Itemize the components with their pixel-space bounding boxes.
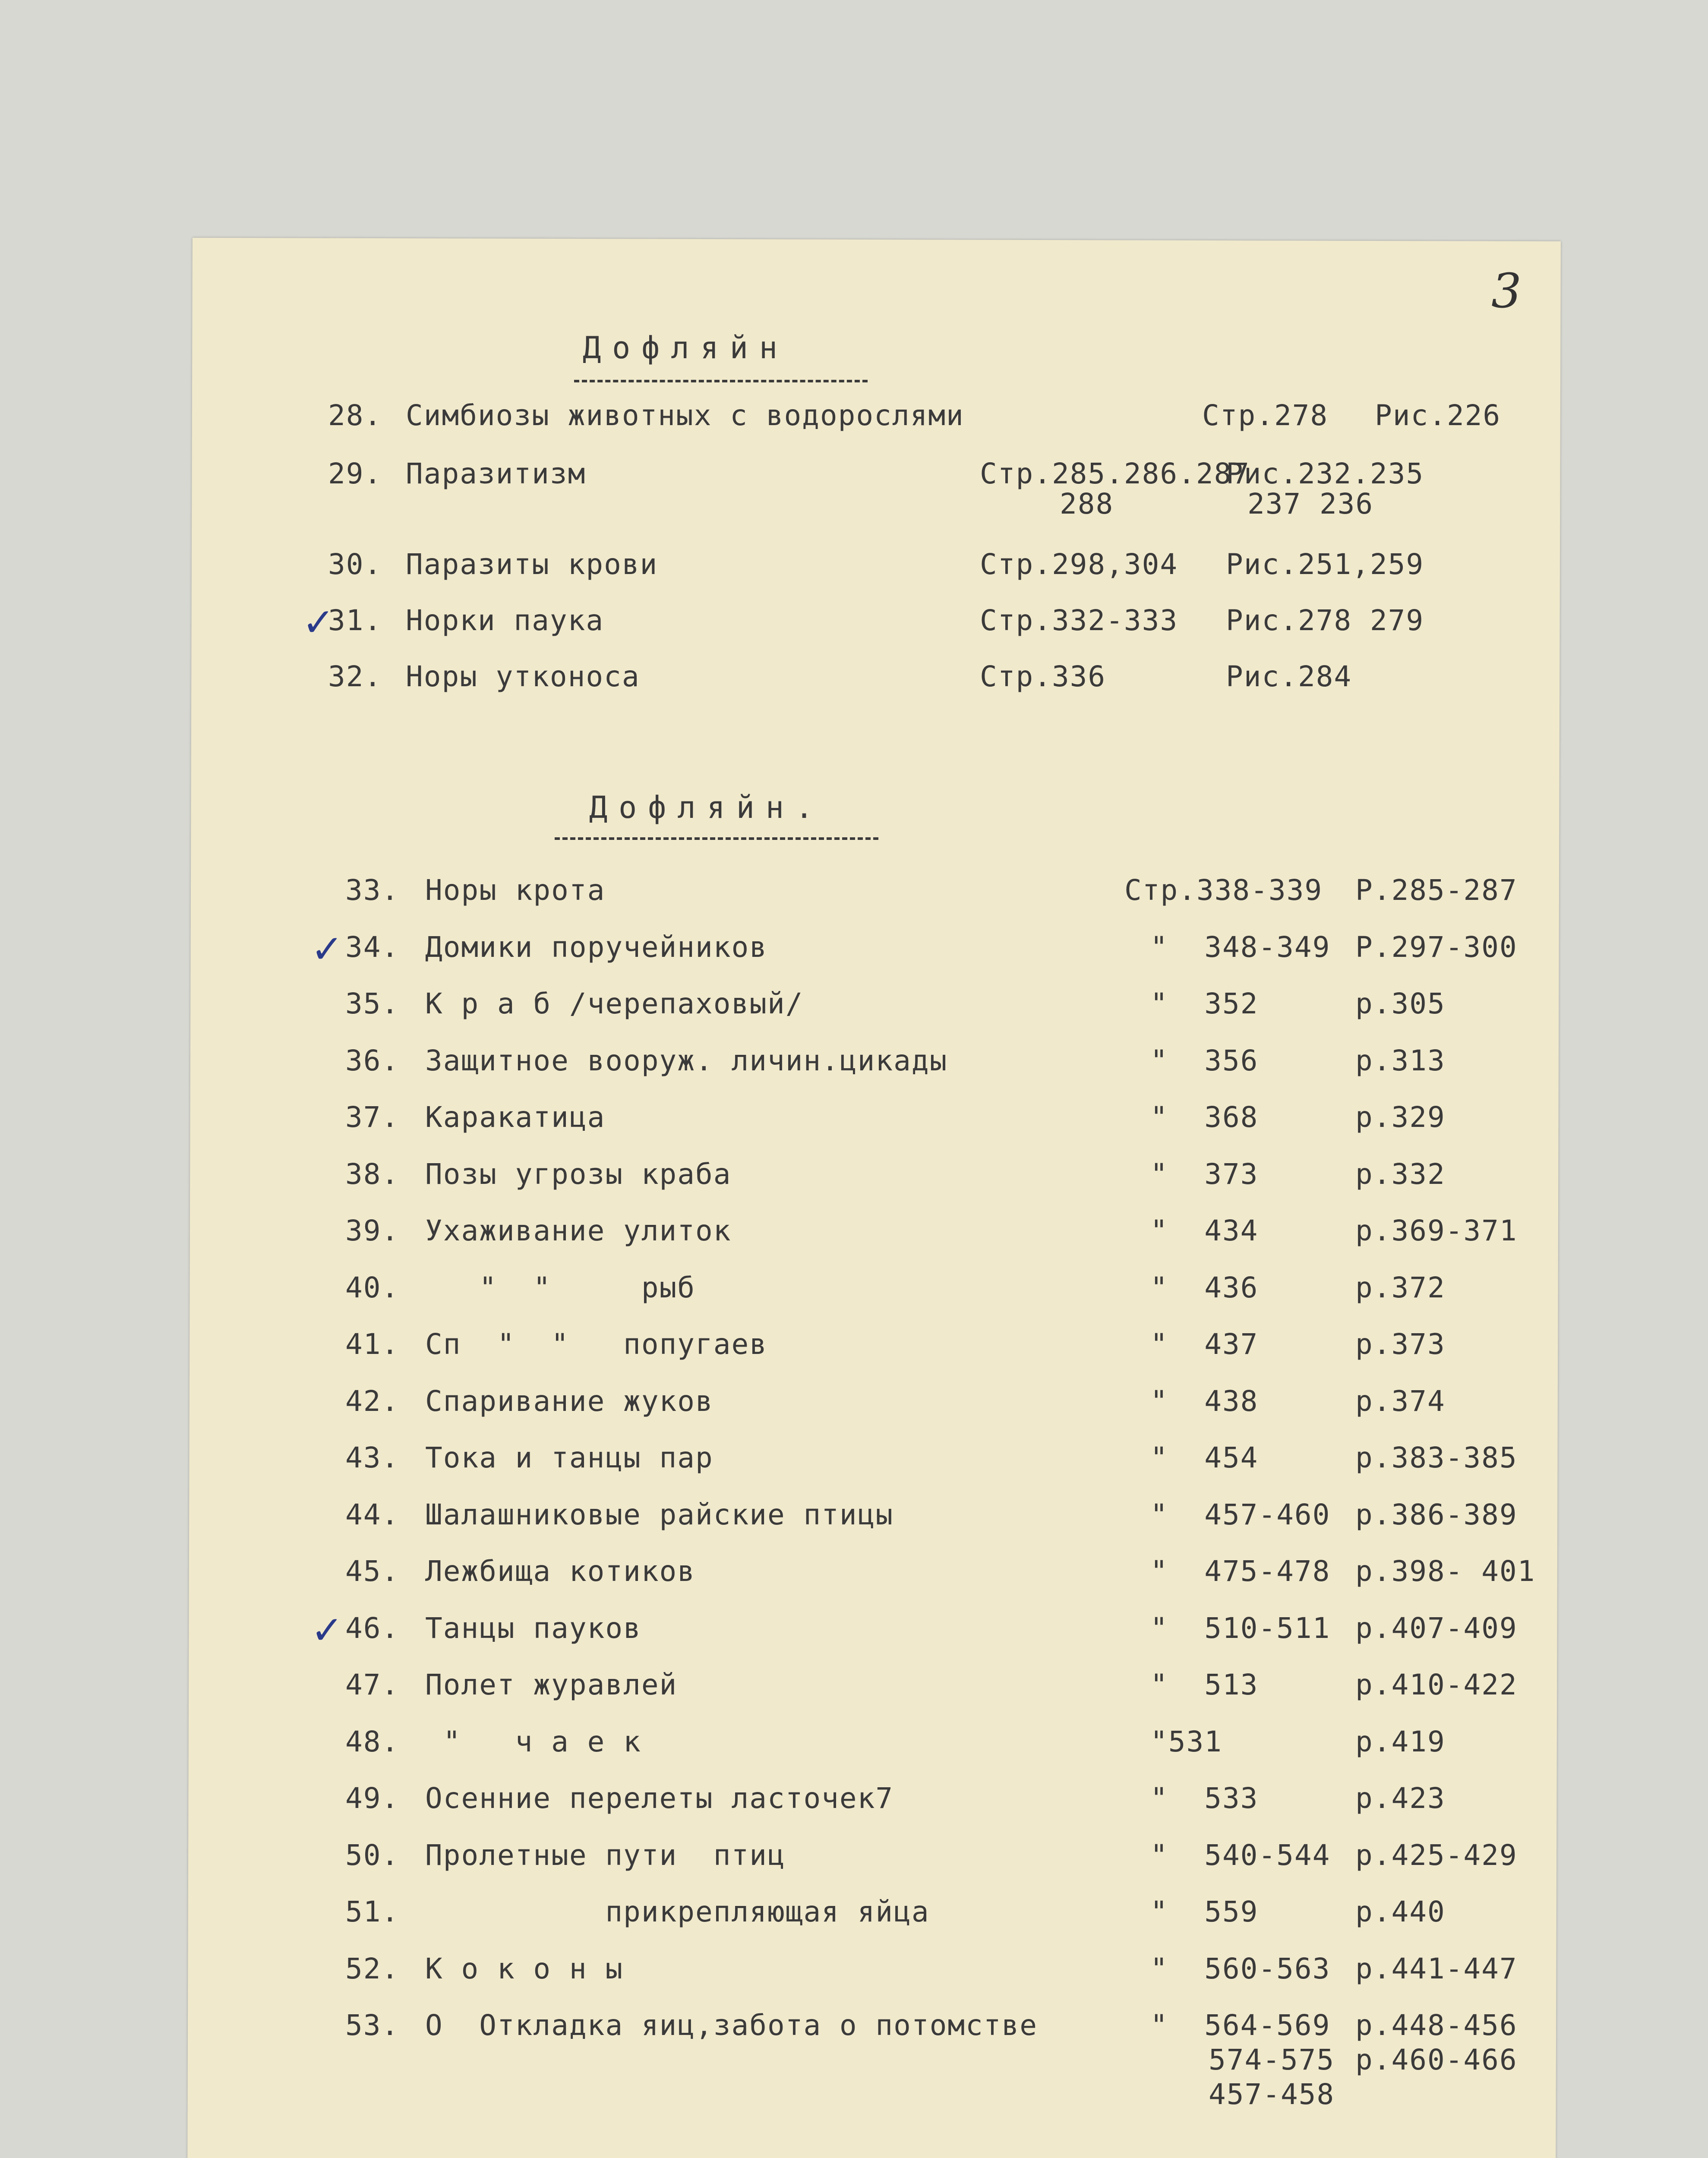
entry-pages: " 438 [1150, 1385, 1259, 1418]
entry-pages: Стр.338-339 [1124, 874, 1323, 907]
entry-title: Шалашниковые райские птицы [425, 1498, 894, 1531]
entry-number: 41. [345, 1328, 400, 1361]
check-mark: ✓ [311, 1608, 344, 1653]
entry-title: прикрепляющая яйца [425, 1895, 930, 1928]
entry-figures: Рис.251,259 [1226, 548, 1424, 581]
entry-pages-continued: 574-575 [1209, 2043, 1335, 2076]
entry-figures: р.386-389 [1355, 1498, 1518, 1531]
entry-pages: " 560-563 [1150, 1952, 1331, 1985]
entry-pages: Стр.298,304 [980, 548, 1178, 581]
entry-number: 31. [328, 604, 382, 637]
entry-figures: р.448-456 [1355, 2009, 1518, 2042]
entry-number: 32. [328, 660, 382, 693]
entry-number: 47. [345, 1668, 400, 1701]
entry-title: Паразитизм [406, 457, 586, 490]
entry-pages: " 454 [1150, 1441, 1259, 1474]
entry-figures: р.419 [1355, 1725, 1446, 1758]
entry-pages: " 373 [1150, 1158, 1259, 1191]
entry-figures-continued: 237 236 [1247, 487, 1374, 521]
entry-figures: Рис.284 [1226, 660, 1352, 693]
entry-figures: р.374 [1355, 1385, 1446, 1418]
entry-title: Полет журавлей [425, 1668, 678, 1701]
entry-number: 44. [345, 1498, 400, 1531]
entry-title: " " рыб [425, 1271, 696, 1304]
entry-number: 50. [345, 1839, 400, 1872]
entry-title: Сп " " попугаев [425, 1328, 767, 1361]
entry-pages-continued: 288 [1060, 487, 1114, 521]
entry-number: 52. [345, 1952, 400, 1985]
entry-number: 39. [345, 1214, 400, 1247]
entry-figures: р.313 [1355, 1044, 1446, 1077]
entry-pages: " 564-569 [1150, 2009, 1331, 2042]
entry-number: 36. [345, 1044, 400, 1077]
entry-number: 38. [345, 1158, 400, 1191]
entry-pages: Стр.336 [980, 660, 1106, 693]
entry-figures: р.398- 401 [1355, 1555, 1536, 1588]
entry-pages: " 356 [1150, 1044, 1259, 1077]
entry-title: Осенние перелеты ласточек7 [425, 1782, 894, 1815]
entry-pages: " 510-511 [1150, 1612, 1331, 1645]
entry-pages: " 436 [1150, 1271, 1259, 1304]
entry-title: Норы крота [425, 874, 606, 907]
entry-pages: Стр.332-333 [980, 604, 1178, 637]
entry-figures: р.440 [1355, 1895, 1446, 1928]
entry-title: Ухаживание улиток [425, 1214, 732, 1247]
entry-pages: " 437 [1150, 1328, 1259, 1361]
entry-number: 33. [345, 874, 400, 907]
entry-title: Каракатица [425, 1101, 606, 1134]
entry-figures: р.332 [1355, 1158, 1446, 1191]
check-mark: ✓ [311, 927, 344, 972]
entry-number: 28. [328, 399, 382, 432]
entry-number: 37. [345, 1101, 400, 1134]
entry-pages: " 348-349 [1150, 931, 1331, 964]
entry-pages: " 533 [1150, 1782, 1259, 1815]
entry-title: Лежбища котиков [425, 1555, 696, 1588]
entry-title: Спаривание жуков [425, 1385, 714, 1418]
entry-title: Домики поручейников [425, 931, 767, 964]
entry-title: О Откладка яиц,забота о потомстве [425, 2009, 1038, 2042]
entry-pages: " 513 [1150, 1668, 1259, 1701]
entry-figures: р.373 [1355, 1328, 1446, 1361]
entry-number: 53. [345, 2009, 400, 2042]
entry-number: 45. [345, 1555, 400, 1588]
entry-title: Танцы пауков [425, 1612, 641, 1645]
entry-title: Паразиты крови [406, 548, 658, 581]
entry-title: К р а б /черепаховый/ [425, 987, 804, 1020]
entry-pages: " 457-460 [1150, 1498, 1331, 1531]
entry-figures: р.372 [1355, 1271, 1446, 1304]
entry-number: 35. [345, 987, 400, 1020]
entry-pages: " 352 [1150, 987, 1259, 1020]
entry-title: Симбиозы животных с водорослями [406, 399, 964, 432]
section-heading: Дофляйн [583, 330, 789, 366]
entry-figures: р.425-429 [1355, 1839, 1518, 1872]
check-mark: ✓ [302, 600, 335, 645]
entry-figures: р.369-371 [1355, 1214, 1518, 1247]
entry-pages: " 540-544 [1150, 1839, 1331, 1872]
entry-number: 51. [345, 1895, 400, 1928]
entry-number: 29. [328, 457, 382, 490]
entry-number: 42. [345, 1385, 400, 1418]
entry-figures: р.329 [1355, 1101, 1446, 1134]
entry-figures: р.441-447 [1355, 1952, 1518, 1985]
page-number: 3 [1491, 263, 1522, 319]
entry-pages: " 475-478 [1150, 1555, 1331, 1588]
entry-pages: " 434 [1150, 1214, 1259, 1247]
entry-title: К о к о н ы [425, 1952, 624, 1985]
entry-figures-continued: р.460-466 [1355, 2043, 1518, 2076]
entry-number: 34. [345, 931, 400, 964]
entry-number: 49. [345, 1782, 400, 1815]
entry-figures: Р.297-300 [1355, 931, 1518, 964]
entry-figures: Рис.226 [1375, 399, 1501, 432]
heading-underline [555, 837, 878, 840]
entry-number: 40. [345, 1271, 400, 1304]
entry-figures: р.407-409 [1355, 1612, 1518, 1645]
entry-pages: " 368 [1150, 1101, 1259, 1134]
heading-underline [574, 380, 868, 382]
entry-figures: р.383-385 [1355, 1441, 1518, 1474]
entry-pages: Стр.285.286.287 [980, 457, 1250, 490]
entry-number: 48. [345, 1725, 400, 1758]
entry-figures: Рис.232.235 [1226, 457, 1424, 490]
entry-figures: р.423 [1355, 1782, 1446, 1815]
entry-title: Норы утконоса [406, 660, 640, 693]
entry-title: Пролетные пути птиц [425, 1839, 786, 1872]
entry-title: Защитное воoруж. личин.цикады [425, 1044, 948, 1077]
entry-pages: "531 [1150, 1725, 1222, 1758]
section-heading: Дофляйн. [589, 790, 825, 825]
entry-figures: р.305 [1355, 987, 1446, 1020]
entry-title: Норки паука [406, 604, 604, 637]
entry-title: " ч а е к [425, 1725, 641, 1758]
entry-number: 43. [345, 1441, 400, 1474]
entry-pages: Стр.278 [1202, 399, 1329, 432]
entry-pages: " 559 [1150, 1895, 1259, 1928]
entry-pages-continued: 457-458 [1209, 2078, 1335, 2111]
entry-title: Позы угрозы краба [425, 1158, 732, 1191]
entry-number: 30. [328, 548, 382, 581]
entry-number: 46. [345, 1612, 400, 1645]
entry-figures: р.410-422 [1355, 1668, 1518, 1701]
entry-title: Тока и танцы пар [425, 1441, 714, 1474]
entry-figures: Р.285-287 [1355, 874, 1518, 907]
entry-figures: Рис.278 279 [1226, 604, 1424, 637]
